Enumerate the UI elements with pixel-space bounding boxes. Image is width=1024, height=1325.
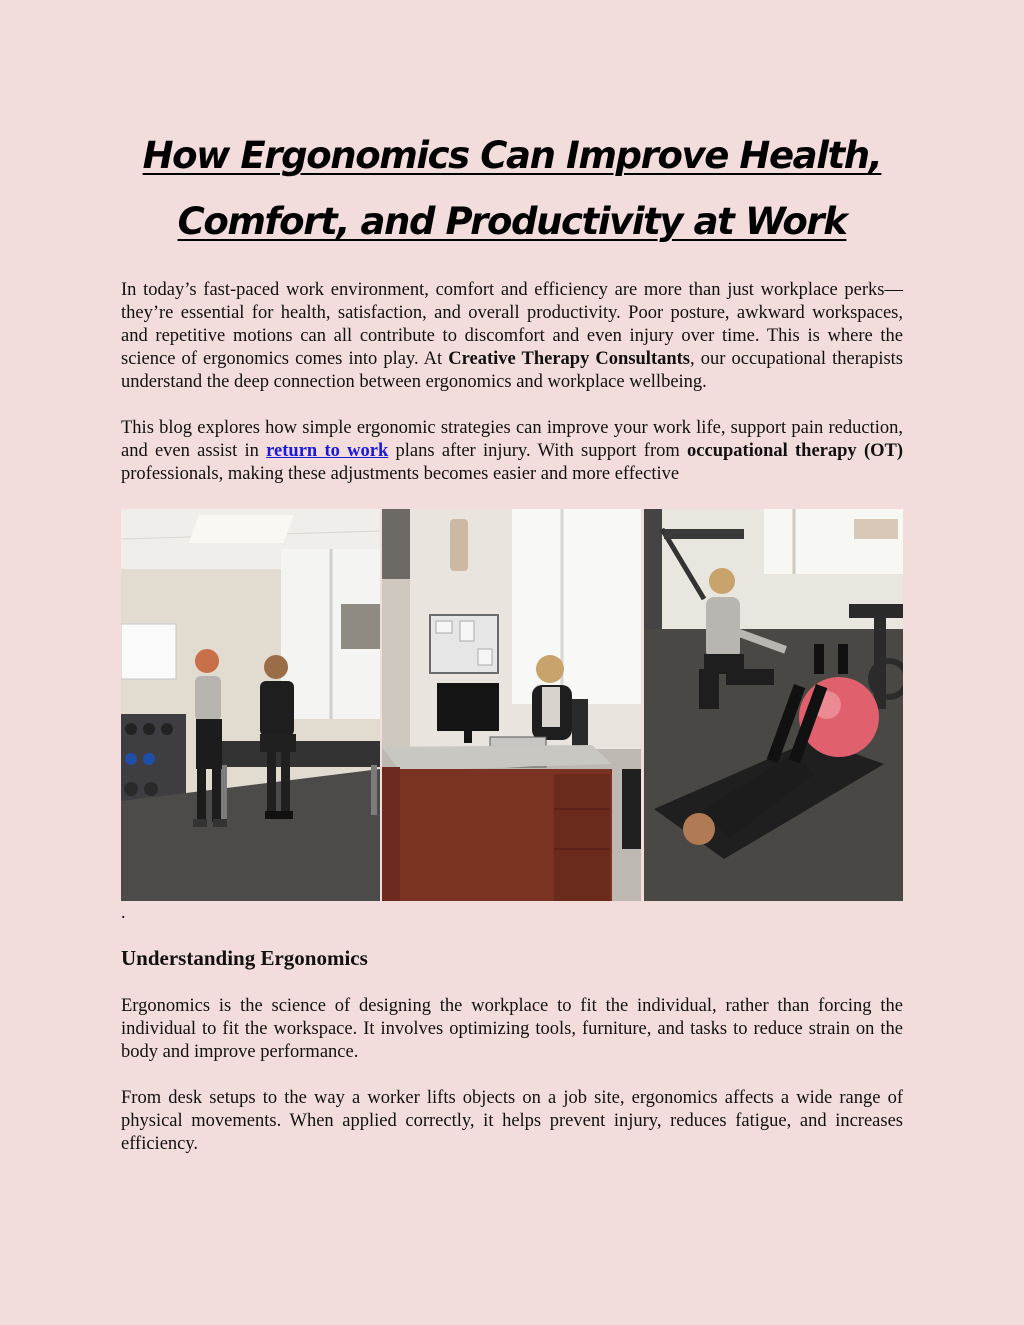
photo-collage [121, 509, 903, 901]
section-heading: Understanding Ergonomics [121, 946, 368, 970]
page-title [121, 0, 903, 255]
exercise-ball-image [644, 509, 903, 901]
blog-text-a: This blog explores how simple ergonomic strategies can improve your work life, support pain reduction, and even assist in [121, 418, 903, 461]
therapy-clinic-image [121, 509, 380, 901]
company-name: Creative Therapy Consultants [448, 349, 691, 369]
intro-text-a: In today’s fast-paced work environment, comfort and efficiency are more than just workplace perks—they’re essential for health, satisfaction, and overall productivity. Poor posture, awkward workspaces, and repetitive motions can all contribute to discomfort and even injury over time. This is where the science of ergonomics comes into play. At [121, 280, 903, 369]
stray-period: . [121, 902, 126, 922]
document-page [121, 0, 903, 1156]
title-line-2: Comfort, and Productivity at Work [177, 200, 847, 243]
blog-text-b: plans after injury. With support from [388, 441, 688, 461]
occupational-therapy-bold: occupational therapy (OT) [687, 441, 903, 461]
section-paragraph-1: Ergonomics is the science of designing the workplace to fit the individual, rather than forcing the individual to fit the workspace. It involves optimizing tools, furniture, and tasks to reduce strain on the body and improve performance. [121, 996, 903, 1062]
therapy-clinic-photo [121, 509, 380, 901]
office-desk-image [382, 509, 641, 901]
blog-paragraph [121, 417, 903, 486]
intro-paragraph [121, 279, 903, 394]
office-desk-photo [382, 509, 641, 901]
exercise-ball-photo [644, 509, 903, 901]
return-to-work-link[interactable]: return to work [266, 441, 389, 461]
title-line-1: How Ergonomics Can Improve Health, [142, 134, 882, 177]
section-paragraph-2: From desk setups to the way a worker lifts objects on a job site, ergonomics affects a wide range of physical movements. When applied correctly, it helps prevent injury, reduces fatigue, and increases efficiency. [121, 1088, 903, 1154]
intro-text-b: , our occupational therapists understand the deep connection between ergonomics and workplace wellbeing. [121, 349, 903, 392]
blog-text-c: professionals, making these adjustments becomes easier and more effective [121, 464, 680, 484]
